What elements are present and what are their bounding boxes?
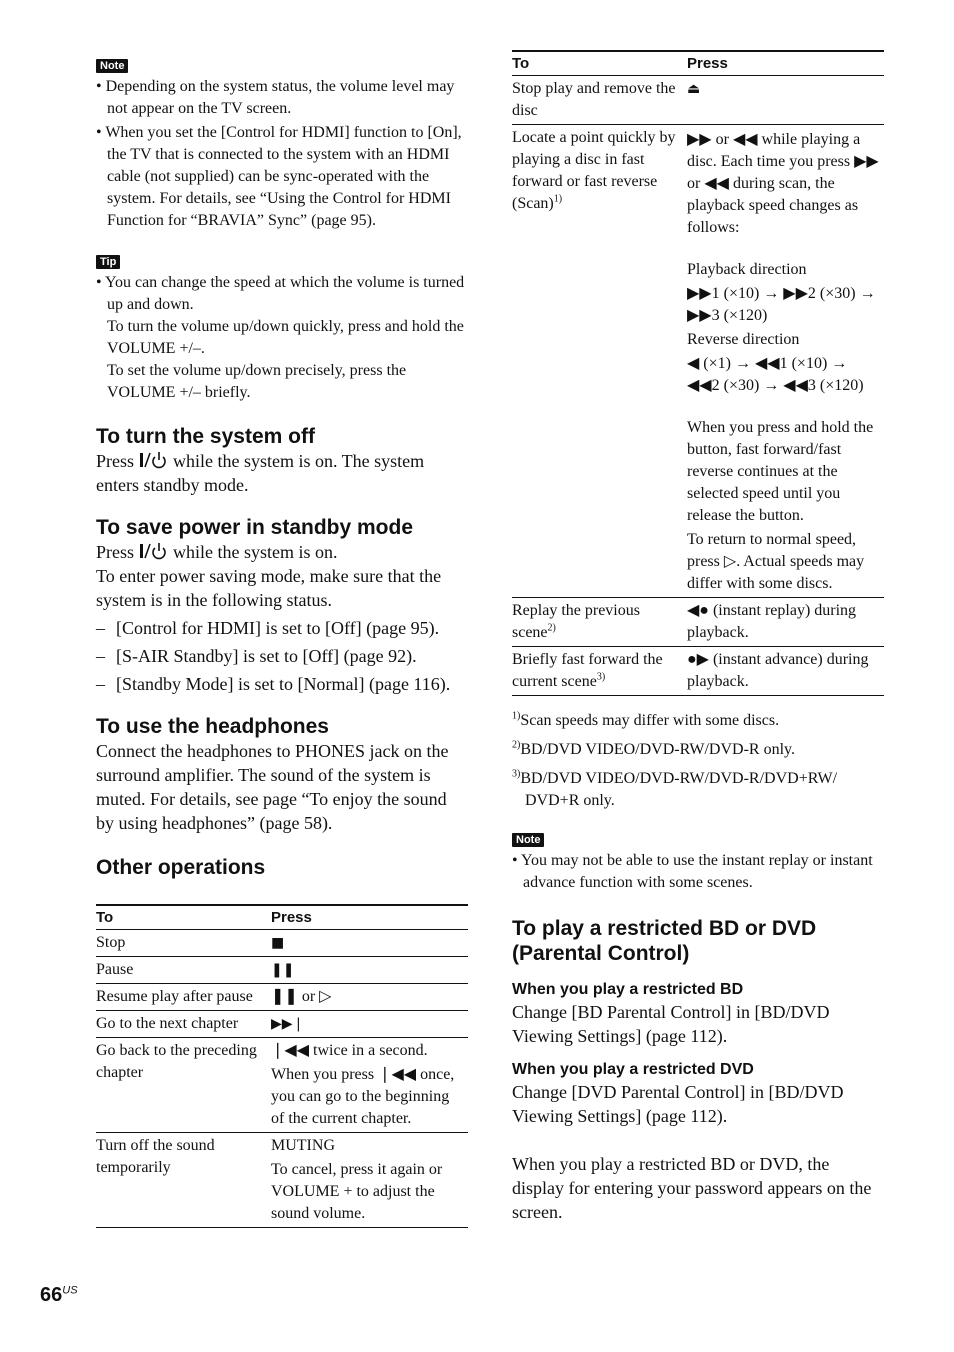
table-row	[512, 598, 884, 647]
table-row	[96, 1038, 468, 1133]
note-badge: Note	[512, 833, 544, 847]
power-toggle-icon	[139, 542, 174, 562]
tip-line: To set the volume up/down precisely, press the VOLUME +/– briefly.	[107, 362, 407, 401]
tip-item	[96, 272, 468, 404]
tip-line: To turn the volume up/down quickly, press and hold the VOLUME +/–.	[107, 318, 464, 357]
save-power-section	[96, 515, 468, 696]
table-row	[512, 647, 884, 696]
status-item: – [Standby Mode] is set to [Normal] (page 116).	[96, 674, 451, 694]
table-row	[96, 1133, 468, 1228]
save-power-text: Press while the system is on.	[96, 542, 338, 562]
parental-heading: To play a restricted BD or DVD (Parental Control)	[512, 917, 817, 965]
turn-off-text: Press while the system is on. The system enters standby mode.	[96, 451, 425, 495]
cell-press: ❚❚ or ▷	[271, 984, 468, 1011]
turn-off-heading: To turn the system off	[96, 425, 315, 448]
headphones-section	[96, 714, 468, 835]
note-item: • You may not be able to use the instant replay or instant advance function with some scenes.	[512, 852, 873, 891]
cell-press: ⏏	[687, 76, 884, 125]
cell-press: ❚❚	[271, 957, 468, 984]
save-power-heading: To save power in standby mode	[96, 516, 414, 539]
tip-line: • You can change the speed at which the volume is turned up and down.	[96, 274, 465, 313]
cell-to: Stop play and remove the disc	[512, 76, 687, 125]
dvd-text: Change [DVD Parental Control] in [BD/DVD Viewing Settings] (page 112).	[512, 1082, 844, 1126]
cell-to: Go to the next chapter	[96, 1011, 271, 1038]
footnote: $^{2)}$BD/DVD VIDEO/DVD-RW/DVD-R only.	[512, 739, 795, 758]
save-power-para: To enter power saving mode, make sure that the system is in the following status.	[96, 566, 442, 610]
headphones-text: Connect the headphones to PHONES jack on the surround amplifier. The sound of the system is muted. For details, see page “To enjoy the sound by using headphones” (page 58).	[96, 741, 449, 833]
cell-press: ●▶ (instant advance) during playback.	[687, 647, 884, 696]
table-header-row	[512, 51, 884, 76]
parental-section	[512, 916, 884, 1224]
cell-to: Replay the previous scene$^{2)}$	[512, 598, 687, 647]
bd-subheading: When you play a restricted BD	[512, 981, 744, 998]
col-press: Press	[687, 51, 884, 76]
footnote: $^{1)}$Scan speeds may differ with some discs.	[512, 710, 780, 729]
table-row	[512, 125, 884, 598]
note-badge: Note	[96, 59, 128, 73]
table-row	[96, 1011, 468, 1038]
cell-to: Pause	[96, 957, 271, 984]
footnotes	[512, 710, 884, 812]
left-column	[96, 50, 468, 1228]
cell-to: Go back to the preceding chapter	[96, 1038, 271, 1133]
cell-to: Briefly fast forward the current scene$^{3)}$	[512, 647, 687, 696]
cell-press: ▶▶ or ◀◀ while playing a disc. Each time you press ▶▶ or ◀◀ during scan, the playback speed changes as follows: Playback direction ▶▶1 (×10) → ▶▶2 (×30) → ▶▶3 (×120) Reverse direction ◀ (×1) → ◀◀1 (×10) → ◀◀2 (×30) → ◀◀3 (×120) When you press and hold the button, fast forward/fast reverse continues at the selected speed until you release the button. To return to normal speed, press ▷. Actual speeds may differ with some discs.	[687, 125, 884, 598]
cell-press: ■	[271, 930, 468, 957]
col-press: Press	[271, 905, 468, 930]
power-toggle-icon	[139, 451, 174, 471]
tip-badge: Tip	[96, 255, 120, 269]
col-to: To	[512, 51, 687, 76]
cell-press: MUTING To cancel, press it again or VOLUME + to adjust the sound volume.	[271, 1133, 468, 1228]
cell-to: Locate a point quickly by playing a disc in fast forward or fast reverse (Scan)$^{1)}$	[512, 125, 687, 598]
bd-text: Change [BD Parental Control] in [BD/DVD Viewing Settings] (page 112).	[512, 1002, 830, 1046]
footnote: $^{3)}$BD/DVD VIDEO/DVD-RW/DVD-R/DVD+RW/ DVD+R only.	[512, 768, 838, 809]
status-item: – [S-AIR Standby] is set to [Off] (page 92).	[96, 646, 417, 666]
right-column	[512, 50, 884, 1224]
cell-to: Stop	[96, 930, 271, 957]
other-ops-heading: Other operations	[96, 856, 266, 879]
cell-press: ▶▶❘	[271, 1011, 468, 1038]
cell-to: Resume play after pause	[96, 984, 271, 1011]
table-header-row	[96, 905, 468, 930]
cell-press: ◀● (instant replay) during playback.	[687, 598, 884, 647]
playback-ops-table	[512, 50, 884, 696]
col-to: To	[96, 905, 271, 930]
other-ops-section	[96, 855, 468, 1228]
headphones-heading: To use the headphones	[96, 715, 329, 738]
page-number: $66^{US}$	[40, 1284, 78, 1306]
other-ops-table	[96, 904, 468, 1228]
note-item: • Depending on the system status, the volume level may not appear on the TV screen.	[96, 78, 455, 117]
status-item: – [Control for HDMI] is set to [Off] (page 95).	[96, 618, 440, 638]
cell-to: Turn off the sound temporarily	[96, 1133, 271, 1228]
table-row	[512, 76, 884, 125]
cell-press: ❘◀◀ twice in a second. When you press ❘◀◀ once, you can go to the beginning of the current chapter.	[271, 1038, 468, 1133]
parental-closing: When you play a restricted BD or DVD, the display for entering your password appears on the screen.	[512, 1154, 872, 1222]
dvd-subheading: When you play a restricted DVD	[512, 1061, 754, 1078]
turn-off-section	[96, 424, 468, 497]
table-row	[96, 930, 468, 957]
note-item: • When you set the [Control for HDMI] function to [On], the TV that is connected to the system with an HDMI cable (not supplied) can be sync-operated with the system. For details, see “Using the Control for HDMI Function for “BRAVIA” Sync” (page 95).	[96, 124, 462, 229]
table-row	[96, 984, 468, 1011]
table-row	[96, 957, 468, 984]
